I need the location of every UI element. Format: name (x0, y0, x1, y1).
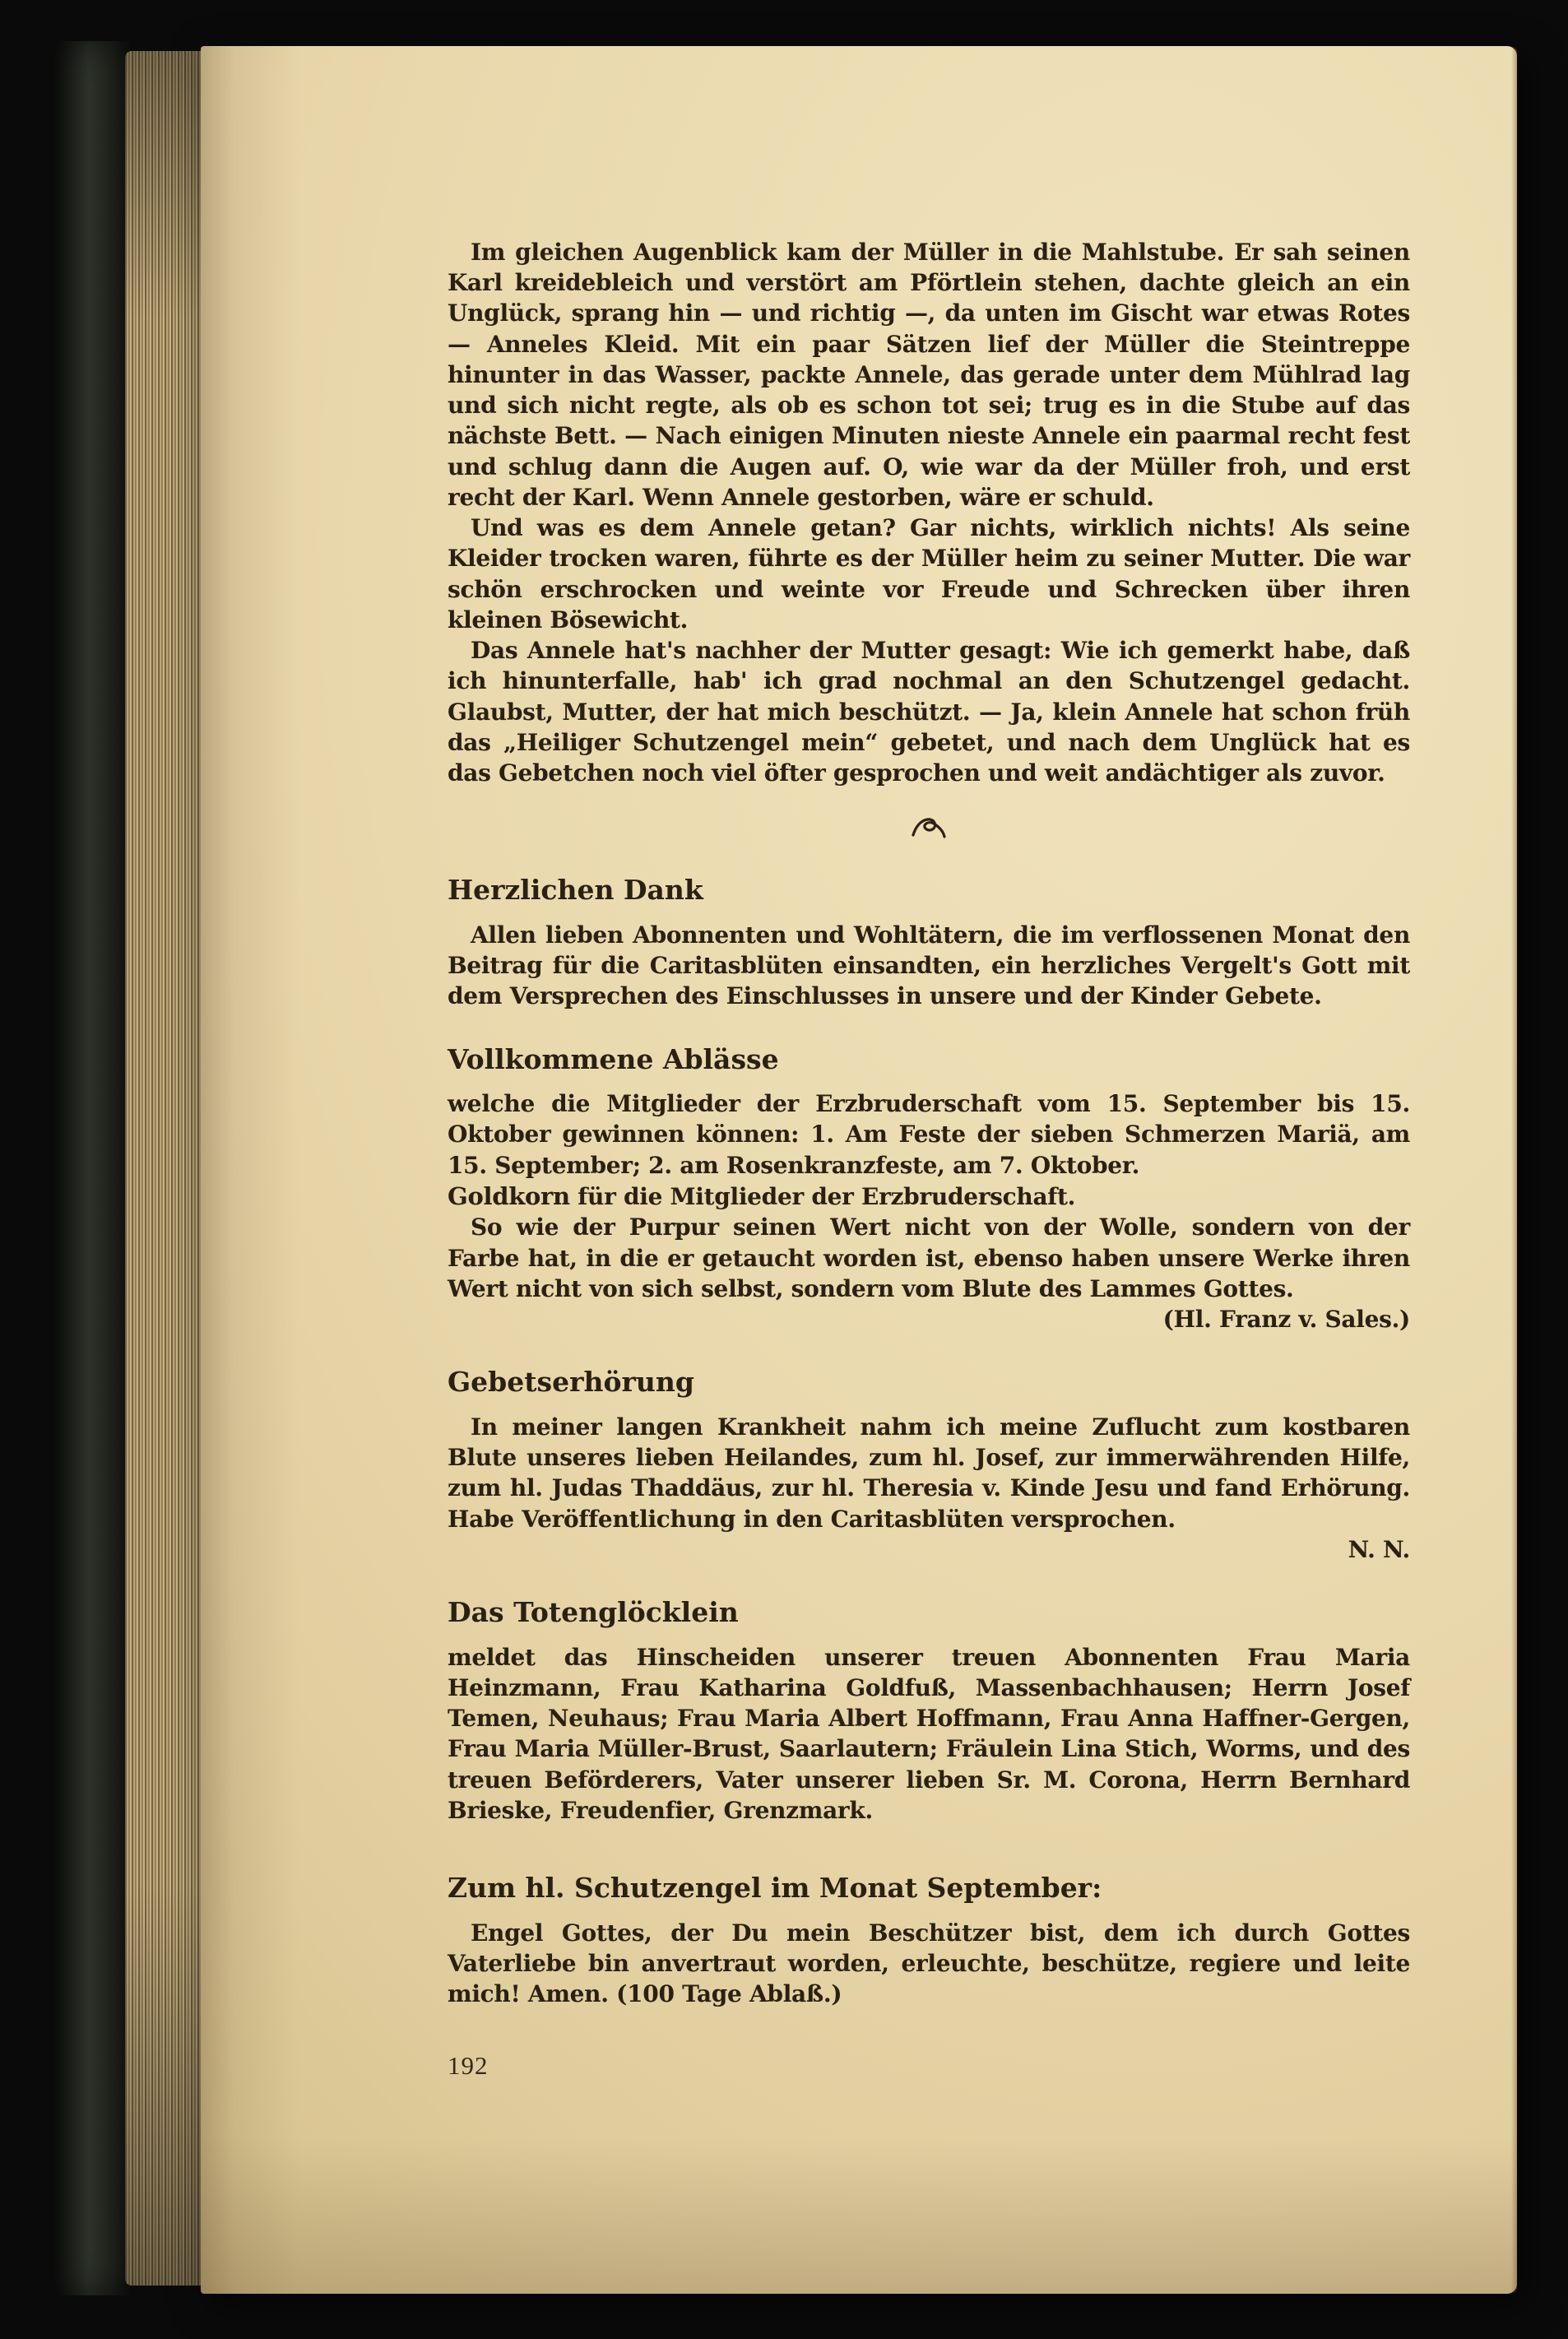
goldkorn-lead: Goldkorn (448, 1181, 570, 1210)
section-body-ablaesse: welche die Mitglieder der Erzbruderschaft vom 15. September bis 15. Oktober gewinnen können: 1. Am Feste der sieben Schmerzen Mariä, am 15. September; 2. am Rosenkranzfeste, am 7. Oktober. (448, 1090, 1410, 1179)
divider-ornament-icon (448, 814, 1410, 842)
book-cover-edge (54, 41, 130, 2295)
page-text-block (448, 237, 1410, 2083)
section-body-totengloecklein: meldet das Hinscheiden unserer treuen Abonnenten Frau Maria Heinzmann, Frau Katharina Goldfuß, Massenbachhausen; Herrn Josef Temen, Neuhaus; Frau Maria Albert Hoffmann, Frau Anna Haffner-Gergen, Frau Maria Müller-Brust, Saarlautern; Fräulein Lina Stich, Worms, und des treuen Beförderers, Vater unserer lieben Sr. M. Corona, Herrn Bernhard Brieske, Freudenfier, Grenzmark. (448, 1643, 1410, 1824)
section-body-schutzengel: Engel Gottes, der Du mein Beschützer bist, dem ich durch Gottes Vaterliebe bin anvertraut worden, erleuchte, beschütze, regiere und leite mich! Amen. (100 Tage Ablaß.) (448, 1919, 1410, 2008)
goldkorn-body: So wie der Purpur seinen Wert nicht von der Wolle, sondern von der Farbe hat, in die er getaucht worden ist, ebenso haben unsere Werke ihren Wert nicht von sich selbst, sondern vom Blute des Lammes Gottes. (448, 1214, 1410, 1302)
section-body-dank: Allen lieben Abonnenten und Wohltätern, die im verflossenen Monat den Beitrag für die Caritasblüten einsandten, ein herzliches Vergelt's Gott mit dem Versprechen des Einschlusses in unsere und der Kinder Gebete. (448, 921, 1410, 1010)
section-heading-schutzengel: Zum hl. Schutzengel im Monat September: (448, 1872, 1102, 1905)
section-heading-totengloecklein: Das Totenglöcklein (448, 1596, 739, 1629)
goldkorn-paragraph (448, 1181, 1410, 1213)
goldkorn-rest: für die Mitglieder der Erzbruderschaft. (569, 1182, 1076, 1210)
story-paragraph-1: Im gleichen Augenblick kam der Müller in die Mahlstube. Er sah seinen Karl kreidebleich und verstört am Pförtlein stehen, dachte gleich an ein Unglück, sprang hin — und richtig —, da unten im Gischt war etwas Rotes — Anneles Kleid. Mit ein paar Sätzen lief der Müller die Steintreppe hinunter in das Wasser, packte Annele, das gerade unter dem Mühlrad lag und sich nicht regte, als ob es schon tot sei; trug es in die Stube auf das nächste Bett. — Nach einigen Minuten nieste Annele ein paarmal recht fest und schlug dann die Augen auf. O, wie war da der Müller froh, und erst recht der Karl. Wenn Annele gestorben, wäre er schuld. (448, 239, 1410, 511)
section-heading-dank: Herzlichen Dank (448, 874, 703, 907)
page-edge-stack (125, 51, 202, 2286)
gebetserhoerung-signature: N. N. (1348, 1535, 1410, 1563)
story-paragraph-2: Und was es dem Annele getan? Gar nichts, wirklich nichts! Als seine Kleider trocken waren, führte es der Müller heim zu seiner Mutter. Die war schön erschrocken und weinte vor Freude und Schrecken über ihren kleinen Bösewicht. (448, 514, 1410, 633)
page-right-edge (1511, 46, 1517, 2294)
section-heading-ablaesse: Vollkommene Ablässe (448, 1042, 779, 1075)
section-body-gebetserhoerung: In meiner langen Krankheit nahm ich meine Zuflucht zum kostbaren Blute unseres lieben Heilandes, zum hl. Josef, zur immerwährenden Hilfe, zum hl. Judas Thaddäus, zur hl. Theresia v. Kinde Jesu und fand Erhörung. Habe Veröffentlichung in den Caritasblüten versprochen. (448, 1413, 1410, 1533)
section-heading-gebetserhoerung: Gebetserhörung (448, 1366, 694, 1399)
page-number: 192 (448, 2051, 489, 2081)
story-paragraph-3: Das Annele hat's nachher der Mutter gesagt: Wie ich gemerkt habe, daß ich hinunterfalle, hab' ich grad nochmal an den Schutzengel gedacht. Glaubst, Mutter, der hat mich beschützt. — Ja, klein Annele hat schon früh das „Heiliger Schutzengel mein“ gebetet, und nach dem Unglück hat es das Gebetchen noch viel öfter gesprochen und weit andächtiger als zuvor. (448, 637, 1410, 787)
goldkorn-attribution: (Hl. Franz v. Sales.) (1162, 1306, 1410, 1334)
book-page (201, 46, 1517, 2294)
